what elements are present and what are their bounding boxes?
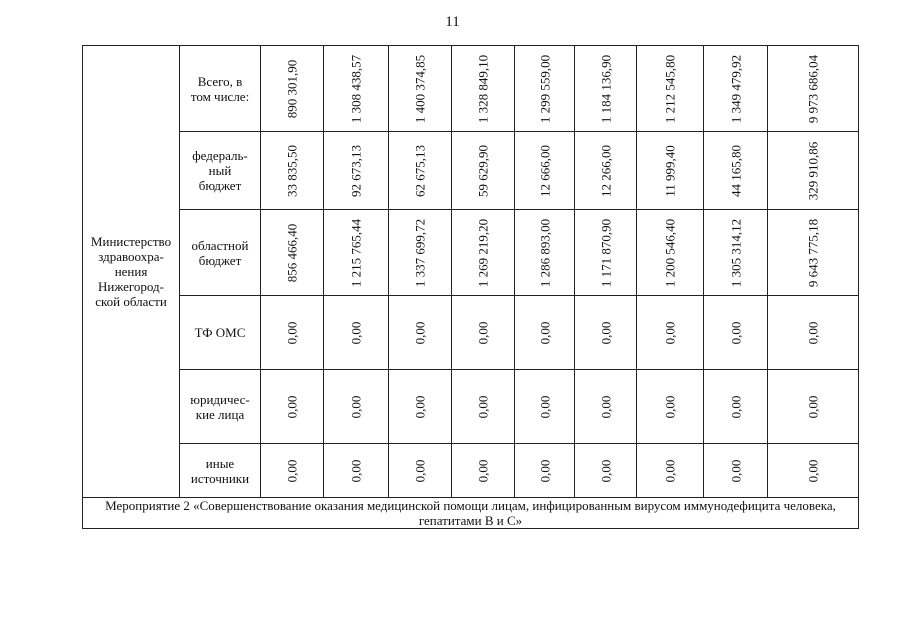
amount-value: 0,00 — [475, 321, 491, 344]
value-cell — [389, 444, 452, 498]
value-cell — [704, 46, 768, 132]
value-cell — [515, 210, 575, 296]
amount-value: 0,00 — [805, 321, 821, 344]
value-cell — [768, 210, 859, 296]
amount-value: 1 286 893,00 — [537, 218, 552, 287]
value-cell — [637, 370, 704, 444]
amount-value: 0,00 — [805, 459, 821, 482]
value-cell — [261, 370, 324, 444]
amount-value: 59 629,90 — [475, 144, 491, 197]
organization-line: Министерство — [90, 234, 172, 249]
value-cell — [324, 296, 389, 370]
organization-line: здравоохра- — [98, 249, 164, 264]
organization-line: нения — [114, 264, 148, 279]
value-cell — [452, 210, 515, 296]
funding-source-line: Всего, в — [197, 73, 243, 89]
amount-value: 0,00 — [412, 459, 428, 482]
amount-value: 0,00 — [662, 321, 678, 344]
funding-table — [82, 45, 859, 529]
value-cell — [324, 370, 389, 444]
amount-value: 1 328 849,10 — [475, 54, 491, 123]
value-cell — [324, 46, 389, 132]
value-cell — [324, 210, 389, 296]
organization-cell — [83, 46, 180, 498]
value-cell — [637, 444, 704, 498]
amount-value: 0,00 — [412, 395, 428, 418]
value-cell — [389, 132, 452, 210]
amount-value: 1 349 479,92 — [728, 54, 743, 123]
amount-value: 0,00 — [412, 321, 428, 344]
table-row — [83, 370, 859, 444]
amount-value: 0,00 — [537, 321, 552, 344]
value-cell — [704, 370, 768, 444]
amount-value: 9 973 686,04 — [805, 54, 821, 123]
amount-value: 0,00 — [728, 459, 743, 482]
funding-source-line: источники — [190, 470, 250, 486]
amount-value: 0,00 — [598, 395, 613, 418]
table-row — [83, 296, 859, 370]
value-cell — [575, 370, 637, 444]
table-body — [83, 46, 859, 529]
value-cell — [261, 296, 324, 370]
value-cell — [261, 210, 324, 296]
amount-value: 1 212 545,80 — [662, 54, 678, 123]
amount-value: 1 308 438,57 — [348, 54, 364, 123]
amount-value: 0,00 — [475, 395, 491, 418]
value-cell — [704, 132, 768, 210]
amount-value: 0,00 — [537, 459, 552, 482]
amount-value: 9 643 775,18 — [805, 218, 821, 287]
value-cell — [704, 210, 768, 296]
funding-source-cell — [180, 370, 261, 444]
event-title-cell — [83, 498, 859, 529]
amount-value: 0,00 — [662, 459, 678, 482]
funding-source-line: бюджет — [198, 178, 242, 193]
amount-value: 62 675,13 — [412, 144, 428, 197]
organization-line: Нижегород- — [97, 279, 164, 294]
amount-value: 1 337 699,72 — [412, 218, 428, 287]
value-cell — [637, 296, 704, 370]
amount-value: 1 200 546,40 — [662, 218, 678, 287]
funding-source-line: федераль- — [192, 148, 248, 163]
organization-line: ской области — [95, 294, 167, 309]
value-cell — [704, 296, 768, 370]
value-cell — [452, 444, 515, 498]
value-cell — [515, 46, 575, 132]
amount-value: 0,00 — [728, 395, 743, 418]
funding-source-line: ный — [208, 163, 232, 178]
value-cell — [575, 296, 637, 370]
amount-value: 11 999,40 — [662, 144, 678, 197]
funding-source-cell — [180, 444, 261, 498]
value-cell — [261, 444, 324, 498]
amount-value: 33 835,50 — [284, 144, 300, 197]
amount-value: 0,00 — [537, 395, 552, 418]
amount-value: 1 171 870,90 — [598, 218, 613, 287]
table-row — [83, 46, 859, 132]
value-cell — [452, 132, 515, 210]
amount-value: 0,00 — [348, 395, 364, 418]
amount-value: 329 910,86 — [805, 141, 821, 200]
value-cell — [704, 444, 768, 498]
value-cell — [324, 444, 389, 498]
table-row — [83, 444, 859, 498]
value-cell — [389, 296, 452, 370]
value-cell — [575, 132, 637, 210]
value-cell — [452, 296, 515, 370]
value-cell — [389, 370, 452, 444]
value-cell — [261, 46, 324, 132]
value-cell — [768, 132, 859, 210]
value-cell — [515, 370, 575, 444]
amount-value: 1 215 765,44 — [348, 218, 364, 287]
amount-value: 890 301,90 — [284, 59, 300, 118]
event-row — [83, 498, 859, 529]
value-cell — [452, 46, 515, 132]
funding-source-cell — [180, 296, 261, 370]
amount-value: 0,00 — [284, 459, 300, 482]
value-cell — [637, 210, 704, 296]
table-row — [83, 132, 859, 210]
amount-value: 0,00 — [805, 395, 821, 418]
value-cell — [637, 46, 704, 132]
amount-value: 1 269 219,20 — [475, 218, 491, 287]
amount-value: 0,00 — [348, 321, 364, 344]
value-cell — [261, 132, 324, 210]
amount-value: 0,00 — [475, 459, 491, 482]
amount-value: 12 266,00 — [598, 144, 613, 197]
value-cell — [575, 210, 637, 296]
funding-source-line: том числе: — [190, 88, 250, 104]
value-cell — [452, 370, 515, 444]
amount-value: 12 666,00 — [537, 144, 552, 197]
amount-value: 0,00 — [284, 321, 300, 344]
value-cell — [637, 132, 704, 210]
value-cell — [768, 370, 859, 444]
funding-source-cell — [180, 132, 261, 210]
funding-source-line: кие лица — [195, 406, 245, 422]
funding-source-line: иные — [205, 455, 235, 471]
funding-source-line: бюджет — [198, 252, 242, 268]
amount-value: 92 673,13 — [348, 144, 364, 197]
value-cell — [768, 296, 859, 370]
amount-value: 0,00 — [598, 321, 613, 344]
funding-source-cell — [180, 210, 261, 296]
amount-value: 1 400 374,85 — [412, 54, 428, 123]
value-cell — [515, 444, 575, 498]
amount-value: 0,00 — [348, 459, 364, 482]
value-cell — [575, 444, 637, 498]
amount-value: 1 184 136,90 — [598, 54, 613, 123]
funding-source-line: юридичес- — [190, 391, 250, 407]
amount-value: 856 466,40 — [284, 223, 300, 282]
value-cell — [324, 132, 389, 210]
value-cell — [515, 132, 575, 210]
event-title-line: гепатитами В и С» — [418, 513, 523, 528]
amount-value: 0,00 — [662, 395, 678, 418]
value-cell — [768, 444, 859, 498]
funding-source-line: областной — [191, 237, 249, 253]
amount-value: 0,00 — [728, 321, 743, 344]
table-row — [83, 210, 859, 296]
funding-source-line: ТФ ОМС — [194, 325, 246, 340]
value-cell — [515, 296, 575, 370]
funding-source-cell — [180, 46, 261, 132]
value-cell — [389, 210, 452, 296]
amount-value: 0,00 — [598, 459, 613, 482]
value-cell — [768, 46, 859, 132]
value-cell — [389, 46, 452, 132]
amount-value: 1 305 314,12 — [728, 218, 743, 287]
event-title-line: Мероприятие 2 «Совершенствование оказания медицинской помощи лицам, инфицированным вирусом иммунодефицита человека, — [105, 498, 836, 513]
page-number: 11 — [445, 14, 460, 30]
amount-value: 0,00 — [284, 395, 300, 418]
amount-value: 1 299 559,00 — [537, 54, 552, 123]
amount-value: 44 165,80 — [728, 144, 743, 197]
value-cell — [575, 46, 637, 132]
